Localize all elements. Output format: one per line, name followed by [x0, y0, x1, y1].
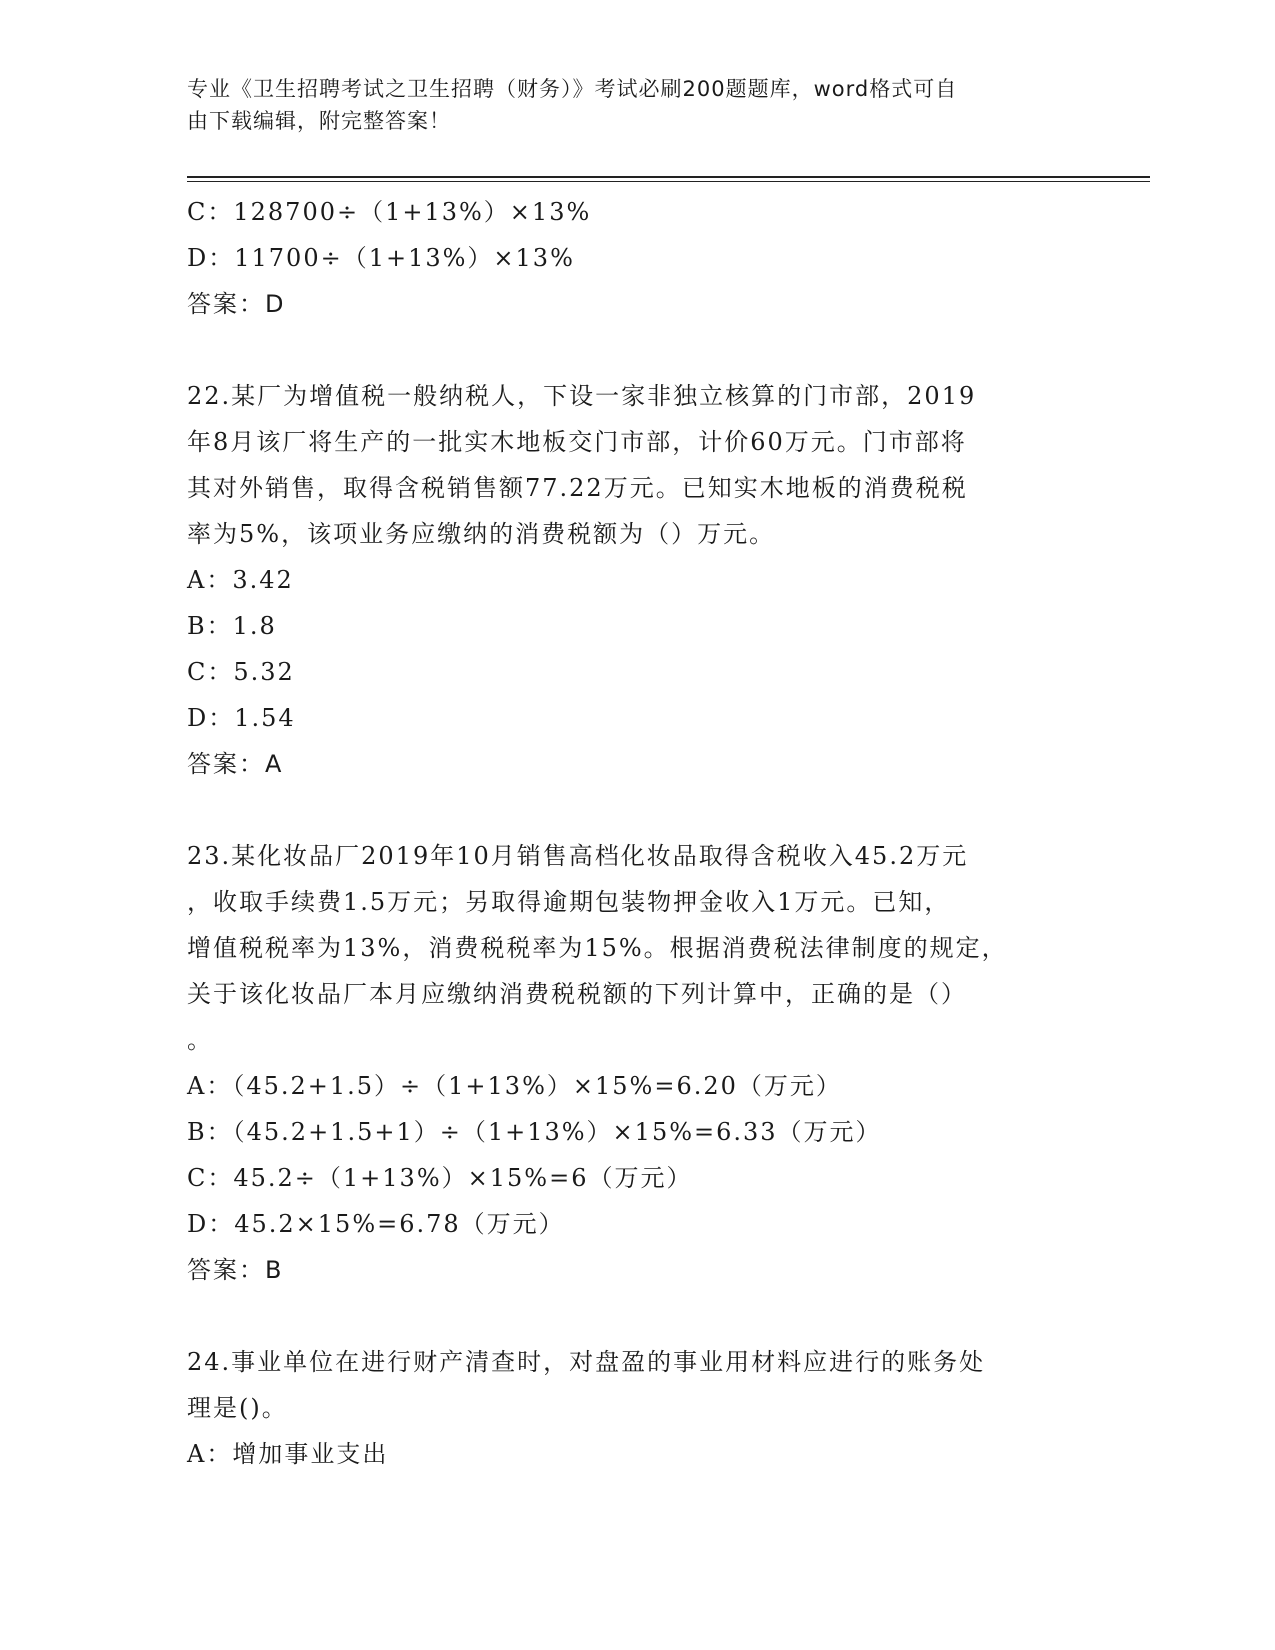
q22-stem-line-4: 率为5%，该项业务应缴纳的消费税额为（）万元。 — [187, 520, 776, 548]
q22-stem-line-3: 其对外销售，取得含税销售额77.22万元。已知实木地板的消费税税 — [187, 474, 968, 502]
q23-answer: 答案：B — [187, 1256, 284, 1284]
q21-option-d: D：11700÷（1+13%）×13% — [187, 244, 575, 272]
q23-option-d: D：45.2×15%=6.78（万元） — [187, 1210, 565, 1238]
q24-stem-line-2: 理是()。 — [187, 1394, 288, 1422]
q22-option-a: A：3.42 — [187, 566, 294, 594]
q21-option-c: C：128700÷（1+13%）×13% — [187, 198, 592, 226]
q22-option-c: C：5.32 — [187, 658, 295, 686]
q23-option-b: B：（45.2+1.5+1）÷（1+13%）×15%=6.33（万元） — [187, 1118, 882, 1146]
q22-option-d: D：1.54 — [187, 704, 296, 732]
q24-stem-line-1: 24.事业单位在进行财产清查时，对盘盈的事业用材料应进行的账务处 — [187, 1348, 986, 1376]
q22-stem-line-2: 年8月该厂将生产的一批实木地板交门市部，计价60万元。门市部将 — [187, 428, 967, 456]
question-content — [187, 189, 1087, 1477]
spacer — [187, 787, 1087, 833]
header-divider-thin — [187, 181, 1150, 182]
q24-option-a: A：增加事业支出 — [187, 1440, 389, 1468]
q23-stem-line-2: ，收取手续费1.5万元；另取得逾期包装物押金收入1万元。已知， — [187, 888, 951, 916]
q23-stem-line-4: 关于该化妆品厂本月应缴纳消费税税额的下列计算中，正确的是（） — [187, 980, 967, 1008]
q21-answer: 答案：D — [187, 290, 286, 318]
q23-stem-line-3: 增值税税率为13%，消费税税率为15%。根据消费税法律制度的规定， — [187, 934, 1008, 962]
spacer — [187, 327, 1087, 373]
spacer — [187, 1293, 1087, 1339]
q23-stem-line-1: 23.某化妆品厂2019年10月销售高档化妆品取得含税收入45.2万元 — [187, 842, 969, 870]
document-header — [187, 73, 1067, 137]
header-title-line-1: 专业《卫生招聘考试之卫生招聘（财务）》考试必刷200题题库，word格式可自 — [187, 77, 958, 101]
header-divider-thick — [187, 176, 1150, 178]
q22-option-b: B：1.8 — [187, 612, 277, 640]
header-title-line-2: 由下载编辑，附完整答案！ — [187, 109, 451, 133]
q23-option-a: A：（45.2+1.5）÷（1+13%）×15%=6.20（万元） — [187, 1072, 842, 1100]
q22-answer: 答案：A — [187, 750, 284, 778]
q22-stem-line-1: 22.某厂为增值税一般纳税人，下设一家非独立核算的门市部，2019 — [187, 382, 977, 410]
q23-stem-line-5: 。 — [187, 1026, 213, 1054]
q23-option-c: C：45.2÷（1+13%）×15%=6（万元） — [187, 1164, 693, 1192]
